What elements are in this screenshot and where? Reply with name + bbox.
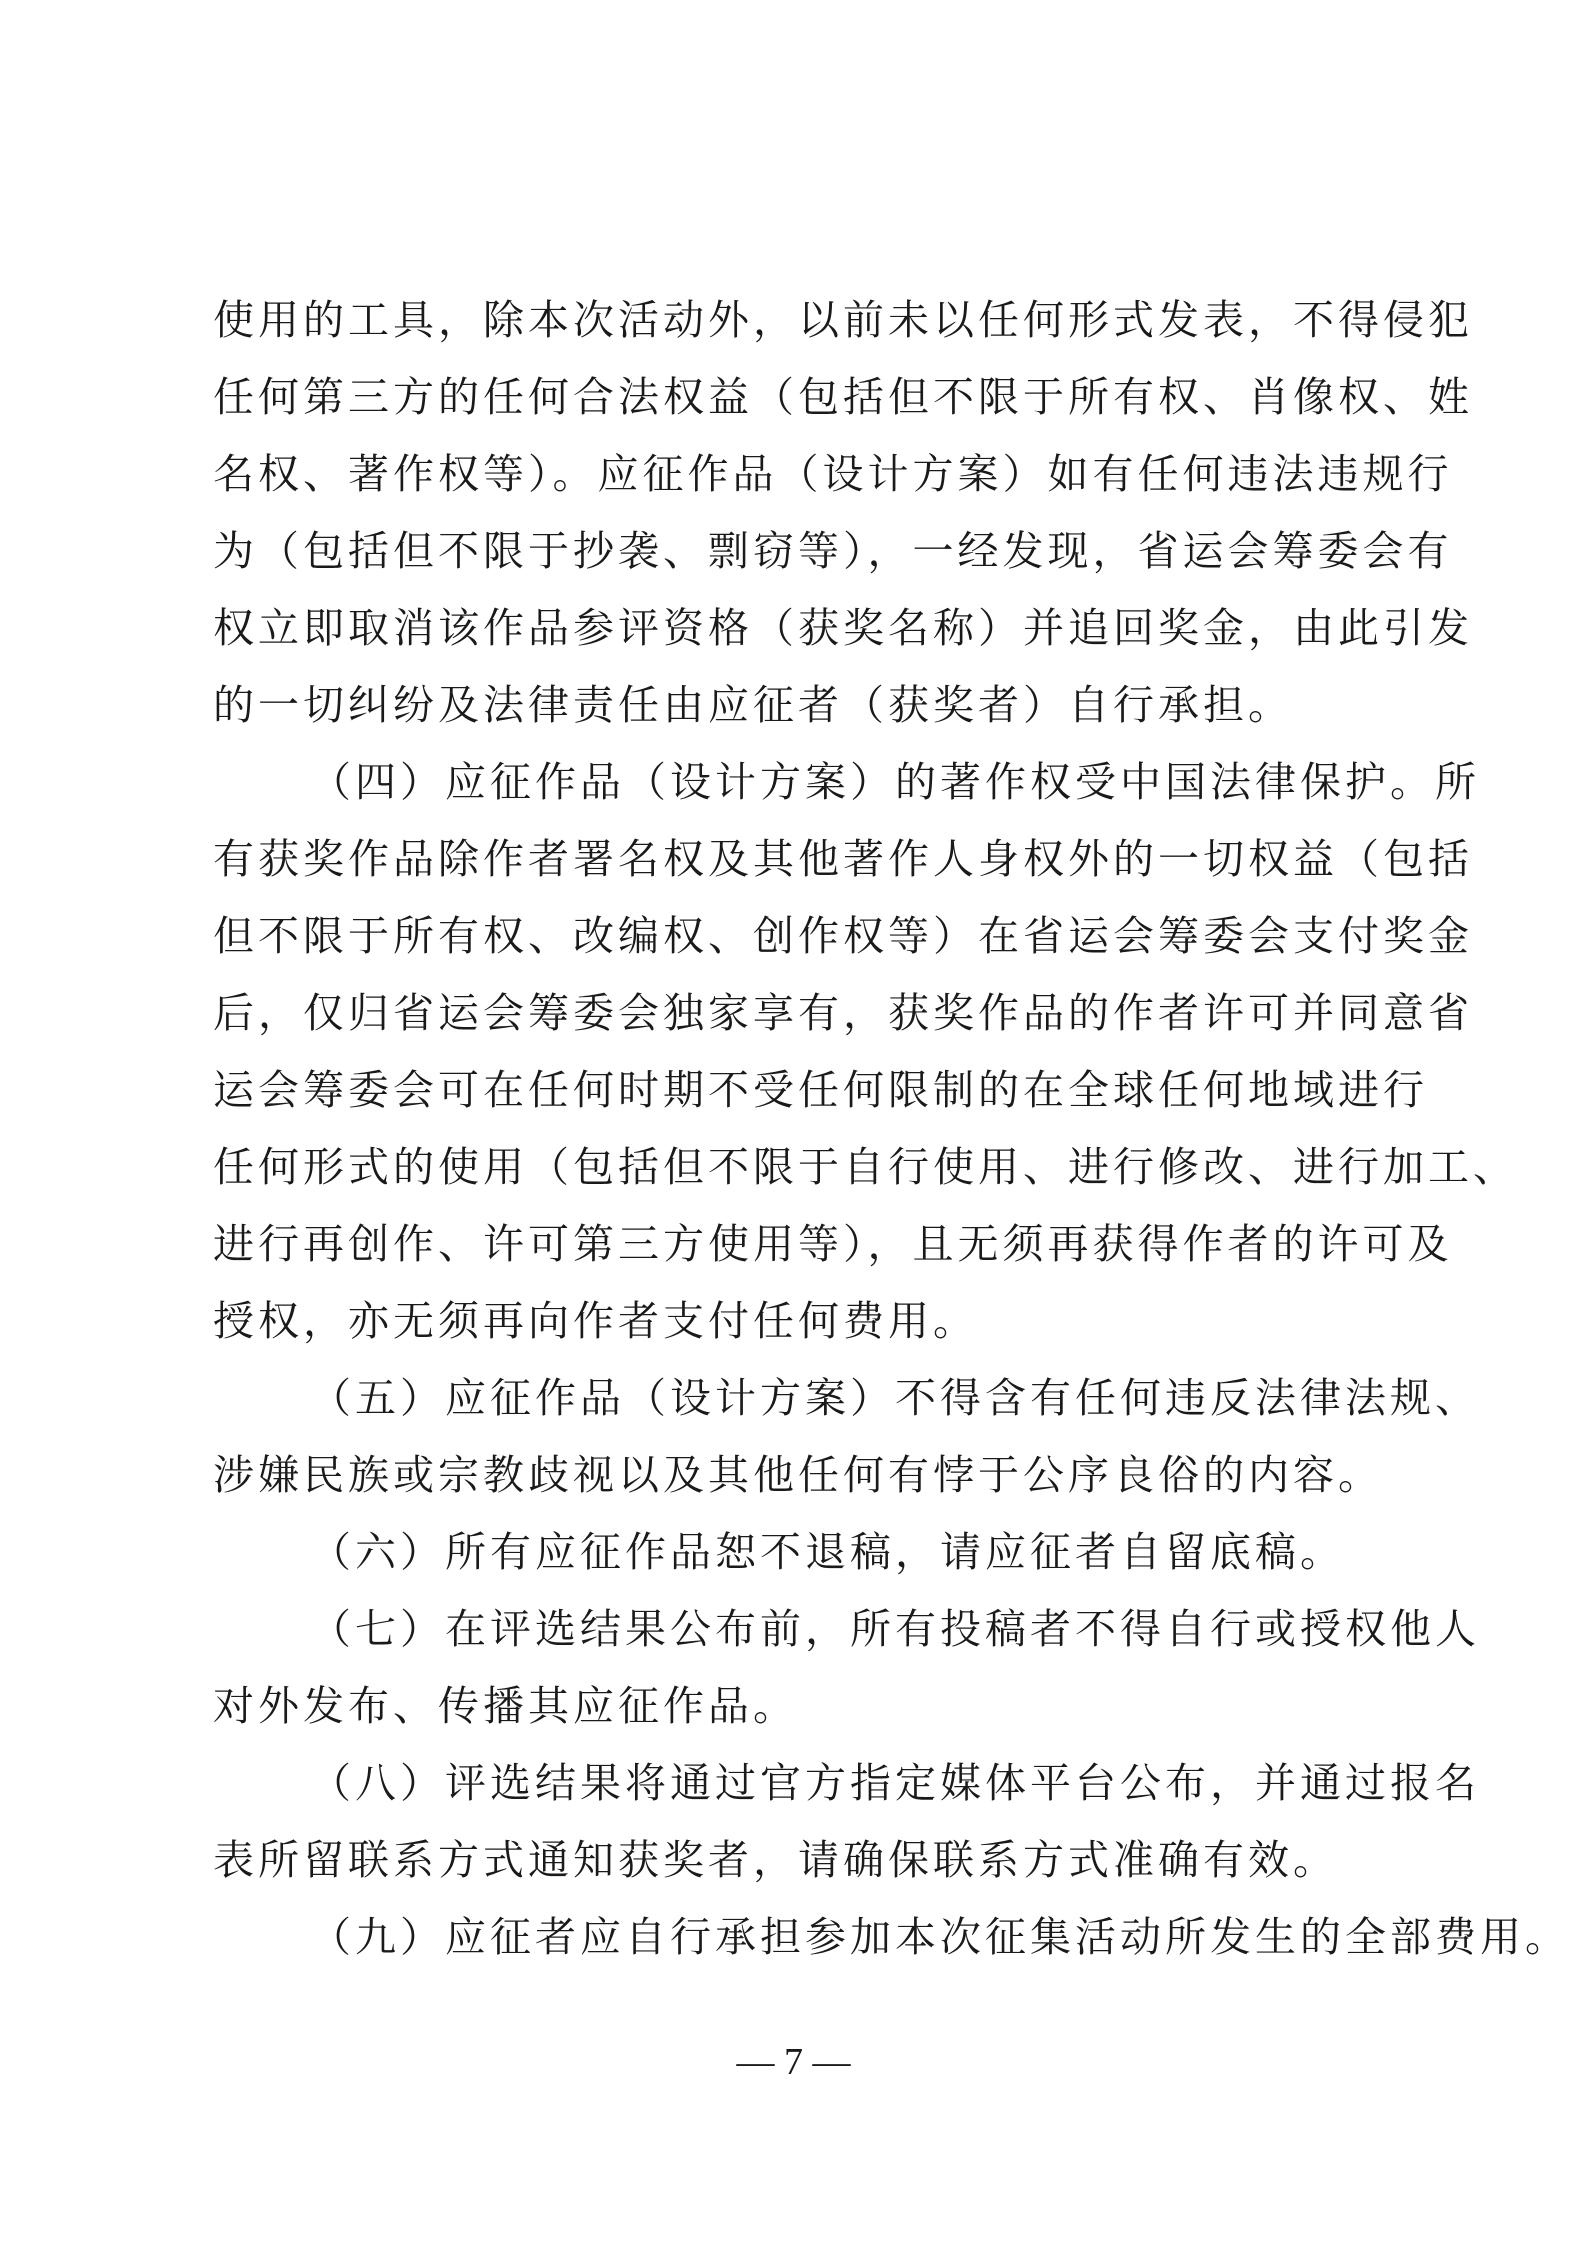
text-line: 权立即取消该作品参评资格（获奖名称）并追回奖金，由此引发 xyxy=(213,604,1473,652)
text-line: 名权、著作权等）。应征作品（设计方案）如有任何违法违规行 xyxy=(213,450,1453,498)
page-number: — 7 — xyxy=(736,2041,851,2083)
text-line: 进行再创作、许可第三方使用等），且无须再获得作者的许可及 xyxy=(213,1220,1453,1268)
text-line: 表所留联系方式通知获奖者，请确保联系方式准确有效。 xyxy=(213,1836,1338,1884)
paragraph-nine: （九）应征者应自行承担参加本次征集活动所发生的全部费用。 xyxy=(310,1913,1570,1961)
text-line: 为（包括但不限于抄袭、剽窃等），一经发现，省运会筹委会有 xyxy=(213,527,1453,575)
paragraph-eight-start: （八）评选结果将通过官方指定媒体平台公布，并通过报名 xyxy=(310,1759,1480,1807)
text-line: 但不限于所有权、改编权、创作权等）在省运会筹委会支付奖金 xyxy=(213,912,1473,960)
text-line: 有获奖作品除作者署名权及其他著作人身权外的一切权益（包括 xyxy=(213,835,1473,883)
text-line: 对外发布、传播其应征作品。 xyxy=(213,1682,798,1730)
text-line: 任何形式的使用（包括但不限于自行使用、进行修改、进行加工、 xyxy=(213,1143,1518,1191)
body-text xyxy=(213,282,1570,1976)
text-line: 运会筹委会可在任何时期不受任何限制的在全球任何地域进行 xyxy=(213,1066,1428,1114)
text-line: 任何第三方的任何合法权益（包括但不限于所有权、肖像权、姓 xyxy=(213,373,1473,421)
paragraph-four-start: （四）应征作品（设计方案）的著作权受中国法律保护。所 xyxy=(310,758,1480,806)
text-line: 使用的工具，除本次活动外，以前未以任何形式发表，不得侵犯 xyxy=(213,296,1473,344)
text-line: 后，仅归省运会筹委会独家享有，获奖作品的作者许可并同意省 xyxy=(213,989,1473,1037)
paragraph-five-start: （五）应征作品（设计方案）不得含有任何违反法律法规、 xyxy=(310,1374,1480,1422)
text-line: 授权，亦无须再向作者支付任何费用。 xyxy=(213,1297,978,1345)
text-line: 涉嫌民族或宗教歧视以及其他任何有悖于公序良俗的内容。 xyxy=(213,1451,1383,1499)
paragraph-seven-start: （七）在评选结果公布前，所有投稿者不得自行或授权他人 xyxy=(310,1605,1480,1653)
text-line: 的一切纠纷及法律责任由应征者（获奖者）自行承担。 xyxy=(213,681,1293,729)
paragraph-six: （六）所有应征作品恕不退稿，请应征者自留底稿。 xyxy=(310,1528,1345,1576)
